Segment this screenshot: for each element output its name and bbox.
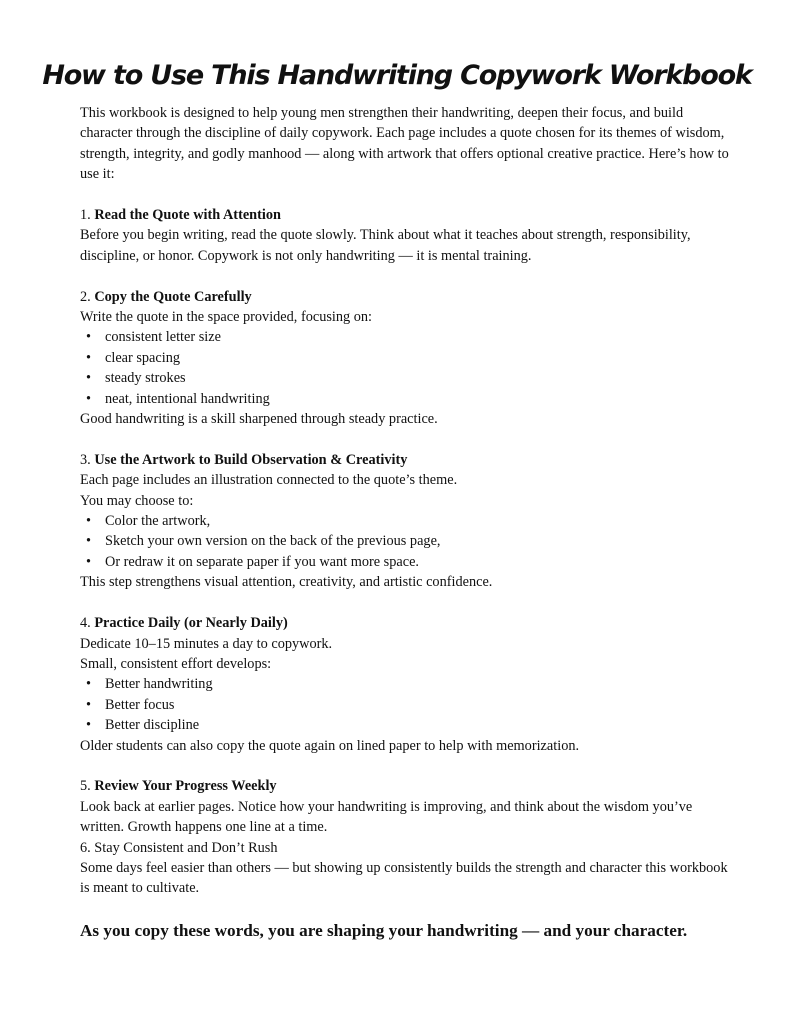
list-item-text: neat, intentional handwriting	[105, 390, 270, 407]
list-item	[80, 389, 730, 409]
spacer	[80, 185, 730, 205]
list-item-text: Color the artwork,	[105, 513, 211, 530]
spacer	[80, 593, 730, 613]
bullet-icon: •	[86, 370, 92, 387]
section-heading-text: Copy the Quote Carefully	[94, 288, 252, 305]
section-5-text: Look back at earlier pages. Notice how your handwriting is improving, and think about the wisdom you’ve written. Growth happens one line at a time.	[80, 798, 693, 836]
bullet-icon: •	[86, 553, 92, 570]
list-item	[80, 327, 730, 347]
list-item	[80, 552, 730, 572]
section-4-text: Dedicate 10–15 minutes a day to copywork.	[80, 635, 333, 652]
list-item	[80, 531, 730, 551]
list-item-text: Or redraw it on separate paper if you want more space.	[105, 553, 420, 570]
bullet-icon: •	[86, 349, 92, 366]
bullet-icon: •	[86, 390, 92, 407]
list-item	[80, 368, 730, 388]
section-4-closing-text: Older students can also copy the quote again on lined paper to help with memorization.	[80, 737, 580, 754]
bullet-icon: •	[86, 329, 92, 346]
list-item-text: Better discipline	[105, 717, 200, 734]
intro-paragraph: This workbook is designed to help young men strengthen their handwriting, deepen their focus, and build character through the discipline of daily copywork. Each page includes a quote chosen for its themes of wisdom, strength, integrity, and godly manhood — along with artwork that offers optional creative practice. Here’s how to use it:	[80, 105, 729, 183]
section-1-text: Before you begin writing, read the quote slowly. Think about what it teaches about strength, responsibility, discipline, or honor. Copywork is not only handwriting — it is mental training.	[80, 227, 691, 264]
spacer	[80, 756, 730, 776]
section-heading-text: Review Your Progress Weekly	[94, 778, 277, 795]
list-item	[80, 715, 730, 735]
section-4-text: Small, consistent effort develops:	[80, 655, 272, 672]
bullet-icon: •	[86, 696, 92, 713]
instructions-body	[80, 103, 730, 899]
section-number: 3.	[80, 451, 91, 468]
list-item	[80, 511, 730, 531]
section-4-bullet-list	[80, 674, 730, 735]
section-3-closing-text: This step strengthens visual attention, creativity, and artistic confidence.	[80, 574, 493, 591]
list-item	[80, 348, 730, 368]
section-2-bullet-list	[80, 327, 730, 409]
section-6-heading: 6. Stay Consistent and Don’t Rush	[80, 839, 278, 856]
list-item-text: clear spacing	[105, 349, 181, 366]
section-heading-text: Use the Artwork to Build Observation & Creativity	[94, 451, 408, 468]
section-2-text: Write the quote in the space provided, focusing on:	[80, 309, 373, 326]
list-item-text: consistent letter size	[105, 329, 221, 346]
section-3-text: You may choose to:	[80, 492, 194, 509]
list-item-text: Better focus	[105, 696, 175, 713]
bullet-icon: •	[86, 533, 92, 550]
section-2-closing-text: Good handwriting is a skill sharpened through steady practice.	[80, 411, 438, 428]
section-heading-text: Read the Quote with Attention	[94, 207, 281, 224]
list-item	[80, 674, 730, 694]
section-3-bullet-list	[80, 511, 730, 572]
spacer	[80, 266, 730, 286]
closing-statement: As you copy these words, you are shaping your handwriting — and your character.	[80, 921, 688, 940]
section-1-heading	[80, 205, 730, 225]
section-number: 1.	[80, 207, 91, 224]
section-3-heading	[80, 450, 730, 470]
section-6-text: Some days feel easier than others — but showing up consistently builds the strength and character this workbook is meant to cultivate.	[80, 859, 728, 897]
section-5-heading	[80, 776, 730, 796]
section-4-heading	[80, 613, 730, 633]
bullet-icon: •	[86, 676, 92, 693]
section-number: 2.	[80, 288, 91, 305]
section-number: 5.	[80, 778, 91, 795]
list-item-text: steady strokes	[105, 370, 186, 387]
list-item	[80, 695, 730, 715]
section-number: 4.	[80, 615, 91, 632]
spacer	[80, 429, 730, 449]
section-heading-text: Practice Daily (or Nearly Daily)	[94, 615, 288, 632]
bullet-icon: •	[86, 717, 92, 734]
list-item-text: Sketch your own version on the back of the previous page,	[105, 533, 441, 550]
page-title: How to Use This Handwriting Copywork Workbook	[42, 60, 752, 91]
list-item-text: Better handwriting	[105, 676, 213, 693]
section-3-text: Each page includes an illustration connected to the quote’s theme.	[80, 472, 458, 489]
bullet-icon: •	[86, 513, 92, 530]
section-2-heading	[80, 287, 730, 307]
